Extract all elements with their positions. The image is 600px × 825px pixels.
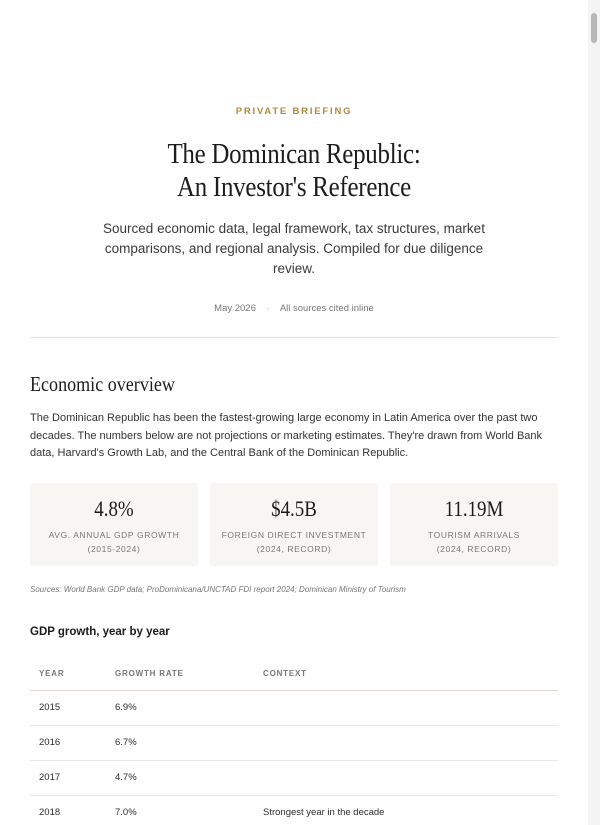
cell-growth-rate: 7.0% bbox=[106, 795, 254, 825]
page-title bbox=[41, 138, 547, 204]
table-title: GDP growth, year by year bbox=[30, 625, 170, 638]
stat-label-main: FOREIGN DIRECT INVESTMENT bbox=[221, 529, 367, 540]
section-heading: Economic overview bbox=[30, 372, 175, 396]
table-row bbox=[30, 725, 558, 760]
cell-year: 2017 bbox=[30, 760, 106, 795]
cell-year: 2015 bbox=[30, 690, 106, 725]
scrollbar-thumb[interactable] bbox=[591, 13, 597, 43]
table-row bbox=[30, 690, 558, 725]
stat-card-gdp-growth bbox=[30, 483, 198, 566]
cell-growth-rate: 6.7% bbox=[106, 725, 254, 760]
sources-note: All sources cited inline bbox=[279, 303, 374, 314]
table-header-row bbox=[30, 658, 558, 691]
cell-context bbox=[254, 760, 558, 795]
eyebrow-label: PRIVATE BRIEFING bbox=[235, 106, 353, 117]
stat-label bbox=[210, 528, 378, 556]
section-intro: The Dominican Republic has been the fastest-growing large economy in Latin America over the past two decades. The numbers below are not projections or marketing estimates. They're drawn from World Bank data, Harvard's Growth Lab, and the Central Bank of the Dominican Republic. bbox=[30, 412, 543, 459]
meta-separator-icon: · bbox=[266, 303, 270, 314]
stat-value: 11.19M bbox=[444, 495, 504, 521]
stat-label-sub: (2015-2024) bbox=[87, 543, 141, 554]
stat-value: 4.8% bbox=[94, 495, 134, 521]
cell-year: 2018 bbox=[30, 795, 106, 825]
stat-card-fdi bbox=[210, 483, 378, 566]
cell-context bbox=[254, 725, 558, 760]
column-header-context: CONTEXT bbox=[254, 658, 558, 691]
stat-label-sub: (2024, RECORD) bbox=[436, 543, 512, 554]
stat-card-tourism bbox=[390, 483, 558, 566]
cell-context bbox=[254, 690, 558, 725]
column-header-year: YEAR bbox=[30, 658, 106, 691]
stat-cards bbox=[30, 483, 558, 566]
section-divider bbox=[30, 337, 558, 338]
economic-overview-section bbox=[30, 372, 558, 825]
cell-year: 2016 bbox=[30, 725, 106, 760]
stat-label-main: AVG. ANNUAL GDP GROWTH bbox=[48, 529, 180, 540]
stat-label-sub: (2024, RECORD) bbox=[256, 543, 332, 554]
stat-label bbox=[390, 528, 558, 556]
meta-line bbox=[0, 303, 588, 314]
page-subtitle: Sourced economic data, legal framework, tax structures, market comparisons, and regional analysis. Compiled for due diligence review. bbox=[103, 221, 485, 276]
stat-label bbox=[30, 528, 198, 556]
column-header-growth-rate: GROWTH RATE bbox=[106, 658, 254, 691]
table-row bbox=[30, 760, 558, 795]
sources-citation: Sources: World Bank GDP data; ProDominicana/UNCTAD FDI report 2024; Dominican Ministry of Tourism bbox=[30, 584, 406, 594]
stat-label-main: TOURISM ARRIVALS bbox=[428, 529, 520, 540]
vertical-scrollbar[interactable] bbox=[588, 0, 600, 825]
cell-growth-rate: 6.9% bbox=[106, 690, 254, 725]
publish-date: May 2026 bbox=[214, 303, 256, 314]
cell-context: Strongest year in the decade bbox=[254, 795, 558, 825]
cell-growth-rate: 4.7% bbox=[106, 760, 254, 795]
gdp-growth-table bbox=[30, 658, 558, 825]
table-row bbox=[30, 795, 558, 825]
title-line-2: An Investor's Reference bbox=[176, 171, 412, 203]
title-line-1: The Dominican Republic: bbox=[167, 138, 421, 170]
stat-value: $4.5B bbox=[271, 495, 317, 521]
hero bbox=[0, 0, 588, 314]
